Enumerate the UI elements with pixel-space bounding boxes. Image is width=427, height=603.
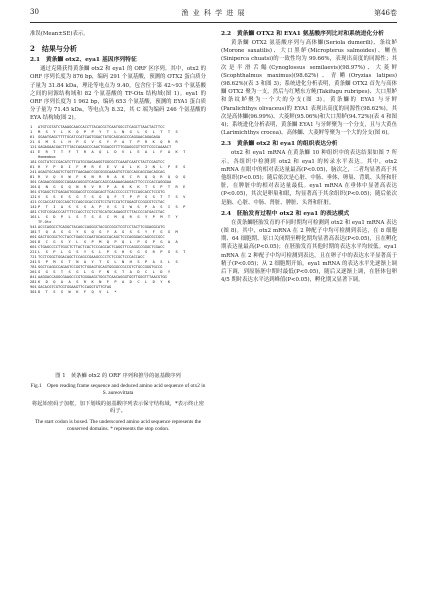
sequence-position: 301 bbox=[30, 179, 37, 184]
sequence-position: 61 bbox=[30, 134, 35, 139]
sequence-position: 541 bbox=[30, 224, 37, 229]
sequence-position: 721 bbox=[30, 254, 37, 259]
sequence-position: 601 bbox=[30, 234, 37, 239]
sequence-position: 301 bbox=[30, 289, 37, 294]
sequence-position: 241 bbox=[30, 259, 37, 264]
sequence-text: L S P L G S Y S L P S H S G S R P G S T bbox=[38, 249, 187, 254]
sequence-position: 281 bbox=[30, 279, 37, 284]
sequence-text: CAGAACGGGGGCCAGAACAGGGTCAGACCAGCCAAAAAGAAGACTTCCCCCACCAGGGAA bbox=[38, 179, 172, 184]
subsection-heading-2-3: 2.3 黄条鰤 otx2 和 eya1 的组织表达分析 bbox=[221, 141, 338, 148]
paragraph-tissue-expression: otx2 和 eya1 mRNA 在黄条鰤 10 种组织中的表达结果如图 7 所示。各组织中检测到 otx2 和 eya1 的转录水平表达。其中，otx2 mRNA 在眼中的相对表达量最高(P<0.05)，脑次之，二者均显著高于其他组织(P<0.05)；随后依次是心脏、中肠、垂体、卵巢、背肌、头肾和肝脏，在脾脏中的相对表达量最低。eya1 mRNA 在垂体中显著高表达(P<0.05)，其次是卵巢和眼，均显著高于其余组织(P<0.05)；随后依次是脑、心脏、中肠、肾脏、脾脏、头肾和肝脏。 bbox=[221, 150, 397, 206]
journal-title: 渔 业 科 学 进 展 bbox=[181, 9, 246, 17]
sequence-text: GAGAGAACGACTTTTACCAGAGCCCAACTGGACGTTTTGGAGGCGTTGTTCGCCAAAACT bbox=[38, 144, 172, 149]
sequence-position: 241 bbox=[30, 169, 37, 174]
sequence-position: 261 bbox=[30, 269, 37, 274]
sequence-text: GACACGTCGTCGTGGAAGTTCCAGGTGTTGTAG bbox=[38, 284, 112, 289]
sequence-position: 21 bbox=[30, 139, 35, 144]
amino-acid-line bbox=[30, 150, 206, 155]
sequence-text: D T S S W K F Q V L * bbox=[38, 289, 119, 294]
sequence-text: AGAGTGCAGGTCTGGTTTAAGAACCGGCGGGCAAAGTGTCGCCAGCAGCGACAGCAG bbox=[38, 169, 165, 174]
sequence-position: 141 bbox=[30, 204, 37, 209]
figure-caption-cn: 图 1 黄条鰤 otx2 的 ORF 序列和推导的氨基酸序列 bbox=[55, 372, 181, 379]
subsection-heading-2-1: 2.1 黄条鰤 otx2、eya1 基因序列特征 bbox=[30, 57, 137, 64]
sequence-text: P T I A S S S A P V S I W S P A S I S P bbox=[38, 204, 187, 209]
sequence-text: Q N G G Q N R V R P A K K K T S P T R E bbox=[38, 184, 187, 189]
sequence-text: S P M S T N A Y T S L N H S P A S L S bbox=[38, 259, 180, 264]
section-heading-results: 2 结果与分析 bbox=[30, 44, 77, 54]
sequence-text: TF-Otx bbox=[38, 219, 52, 224]
sequence-text: TCCTCGGCTGGACAGCTCCAGCCGAAGCCCCTCTCCGCTCCCACCACC bbox=[38, 254, 145, 259]
figure-note-cn: 将起始密码子加框，加下划线的氨基酸序列表示保守结构域，*表示终止密码子。 bbox=[31, 400, 205, 415]
sequence-text: G G S T S G L G F N S T A D C L D Y bbox=[38, 269, 172, 274]
sequence-position: 181 bbox=[30, 229, 37, 234]
sequence-text: GGCTCAGGCCAGAGTCCGGTCTGGAGTGCAGTGGGGCCGCCGTCTGCCGGGTGCCG bbox=[38, 264, 163, 269]
sequence-position: 1 bbox=[30, 129, 33, 134]
subsection-heading-2-4: 2.4 胚胎发育过程中 otx2 和 eya1 的表达模式 bbox=[221, 210, 350, 217]
sequence-position: 101 bbox=[30, 184, 37, 189]
sequence-text: D C G S Y L S P M Q P Q L P G P G A A bbox=[38, 239, 180, 244]
sequence-text: CGCTATCCCGACATCTTCATGCGAGAAGGTGGCGCTCAAATCAATCTACTCGAGTCC bbox=[38, 159, 165, 164]
sequence-figure bbox=[30, 125, 206, 370]
sequence-position: 661 bbox=[30, 244, 37, 249]
paragraph-sequence-features: 通过克隆获得黄条鰤 otx2 和 eya1 的 ORF 区序列。其中，otx2 的 ORF 序列长度为 876 bp，编码 291 个氨基酸，预测的 OTX2 蛋白质分子量为 31.84 kDa，理论等电点为 9.40，包含位于第 42~93 个氨基酸之间的同源结构域和 82 个氨基酸的 TF-Otx 结构域(图 1)。eya1 的 ORF 序列长度为 1 962 bp，编码 653 个氨基酸，预测的 EYA1 蛋白质分子量为 71.45 kDa，等电点为 8.32，其 C 端为编码 246 个氨基酸的 EYA 结构域(图 2)。 bbox=[30, 66, 206, 122]
sequence-text: Homeobox bbox=[38, 154, 56, 159]
sequence-text: L S D P L S T S S C M Q R S Y P M T Y bbox=[38, 214, 180, 219]
sequence-text: E R T T F T R A Q L D V L E A L F A K T bbox=[38, 149, 187, 154]
sequence-position: 121 bbox=[30, 194, 37, 199]
paragraph-alignment: 黄条鰤 OTX2 氨基酸序列与高体鰤(Seriola dumerili)、条纹鲈(Morone saxatilis)、大口黑鲈(Micropterus salmoides)、鳜鱼(Siniperca chuatsi)的一致性均为 99.66%，表现出高度的同源性；其次是半滑舌鳎(Cynoglossus semilaevis)(98.97%)、大菱鲆(Scophthalmus maximus)(98.62%)、青鳉(Oryzias latipes)(98.62%)(表 3 和图 3)；系统进化分析表明，黄条鰤 OTX2 首先与高体鰤 OTX2 聚为一支，然后与红鳍东方鲀(Takifugu rubripes)、大口黑鲈和条纹鲈聚为一个大的分支(图 3)。黄条鰤的 EYA1 与牙鲆(Paralichthys olivaceus)的 EYA1 表现出高度的同源性(98.62%)，其次是高体鰤(96.99%)、大菱鲆(95.06%)和大口黑鲈(94.72%)(表 4 和图 4)；系统进化分析表明，黄条鰤 EYA1 与牙鲆聚为一个分支，且与大黄鱼(Larimichthys crocea)、高体鰤、大菱鲆等聚为一个大的分支(图 6)。 bbox=[221, 40, 397, 137]
paragraph-fragment: 准误(Mean±SE)表示。 bbox=[30, 31, 89, 37]
sequence-text: GACTGCGGCTCCTACCTGAGCCCAATGCAGCCACAGCTCCCAGGGACCAGCGCCGCC bbox=[38, 234, 165, 239]
sequence-position: 201 bbox=[30, 239, 37, 244]
left-column bbox=[30, 30, 206, 433]
subsection-heading-2-2: 2.2 黄条鰤 OTX2 和 EYA1 氨基酸序列比对和系统进化分析 bbox=[221, 31, 384, 37]
sequence-text: CTGTCGGACCCATTTTCCACCTCCTCCTGCATGCAGAGGTCTTACCCCATGACCTAC bbox=[38, 209, 165, 214]
sequence-position: 781 bbox=[30, 264, 37, 269]
figure-note-en: The start codon is boxed. The underscored amino acid sequence represents the conserved domains. * represents the stop codon. bbox=[34, 418, 202, 433]
volume-label: 第46卷 bbox=[374, 9, 397, 17]
sequence-position: 41 bbox=[30, 149, 35, 154]
right-column bbox=[221, 30, 397, 284]
sequence-position: 1 bbox=[30, 124, 33, 129]
sequence-text: G M S L H P S V G Y P A T P R K Q R R bbox=[38, 139, 180, 144]
sequence-position: 901 bbox=[30, 284, 37, 289]
sequence-text: R Y P D I F M R E E V A L K I N L P E S bbox=[38, 164, 187, 169]
page-number: 30 bbox=[30, 8, 39, 16]
amino-acid-line bbox=[30, 290, 206, 295]
sequence-text: K D Q A A S R K N F P A D C L D Y K bbox=[38, 279, 172, 284]
sequence-position: 121 bbox=[30, 144, 37, 149]
sequence-text: AAGGACCAGGCGAAGCCCGTGGGAAGCTGGCTCAACAGGGTGGTTGGGTTTAACGTGG bbox=[38, 274, 167, 279]
sequence-text: T Q A S G Y S Q G Y A G S S Y F G G M bbox=[38, 229, 180, 234]
sequence-position: 221 bbox=[30, 249, 37, 254]
sequence-text: ACCCAGGCCTCAGGCTACAGCCAGGGCTACGCCGGCTCGTCCTACTTCGGAGGCATG bbox=[38, 224, 165, 229]
paragraph-embryo-expression: 在黄条鰤胚胎发育的不同时期均可检测到 otx2 和 eya1 mRNA 表达(图 8)。其中，otx2 mRNA 在 2 种配子中均可检测到表达，在 8 细胞期、64 细胞期、原口关闭期至孵化期均显著高表达(P<0.05)，且在孵化期表达量最高(P<0.05)；在胚胎发育其他时期的表达水平均较低。eya1 mRNA 在 2 种配子中均可检测到表达，且在卵子中的表达水平显著高于精子(P<0.05)；从 2 细胞期开始，eya1 mRNA 的表达水平先逐渐上调后下调，到原肠胚中期时最低(P<0.05)，随后又逐渐上调，在胚体包卵 4/5 期时表达水平达到峰值(P<0.05)，孵化期又显著下调。 bbox=[221, 219, 397, 284]
sequence-position: 421 bbox=[30, 199, 37, 204]
sequence-position: 81 bbox=[30, 174, 35, 179]
sequence-text: CCCACCATCGCCAGCTCCAGCGCACCCGTCCTATCCATCTGGAGTCCGGCGTCCTAC bbox=[38, 199, 165, 204]
sequence-text: V S S E S G T S G Q F T P P S S T T S V bbox=[38, 194, 187, 199]
sequence-position: 361 bbox=[30, 189, 37, 194]
sequence-text: GGAATGAGCTTTTGCATCCATCAGTGGACTATGCAGCAGCCCAGGAACAGAGAGA bbox=[38, 134, 161, 139]
figure-caption-en: Fig.1 Open reading frame sequence and deduced amino acid sequence of otx2 in S. aureovittata bbox=[30, 383, 206, 397]
sequence-position: 61 bbox=[30, 164, 35, 169]
running-header bbox=[30, 8, 397, 20]
sequence-position: 181 bbox=[30, 159, 37, 164]
sequence-position: 841 bbox=[30, 274, 37, 279]
sequence-position: 161 bbox=[30, 214, 37, 219]
sequence-text: ATGTCGTATCTAAAGCAACCACCTTACACGCTCAATGGCCTCAGCTTAACTACTTCC bbox=[38, 124, 165, 129]
sequence-text: CTGAGCCCCTTGGCTCTTACTCACTCCCAGCACTCAGGTTCCAGGCCGGGCTCGACC bbox=[38, 244, 165, 249]
sequence-text: M S Y L K Q P P Y T L N G L S L T T S bbox=[38, 129, 180, 134]
sequence-text: R V Q V W F K N R R A K C R Q Q R Q Q Q bbox=[38, 174, 187, 179]
sequence-text: GTGAGCTCTGAGAGTGGGACGTCCGGACAGTTCACCCCCCCTTCCAGCACCTCCGTG bbox=[38, 189, 165, 194]
sequence-position: 481 bbox=[30, 209, 37, 214]
header-rule bbox=[30, 22, 397, 23]
